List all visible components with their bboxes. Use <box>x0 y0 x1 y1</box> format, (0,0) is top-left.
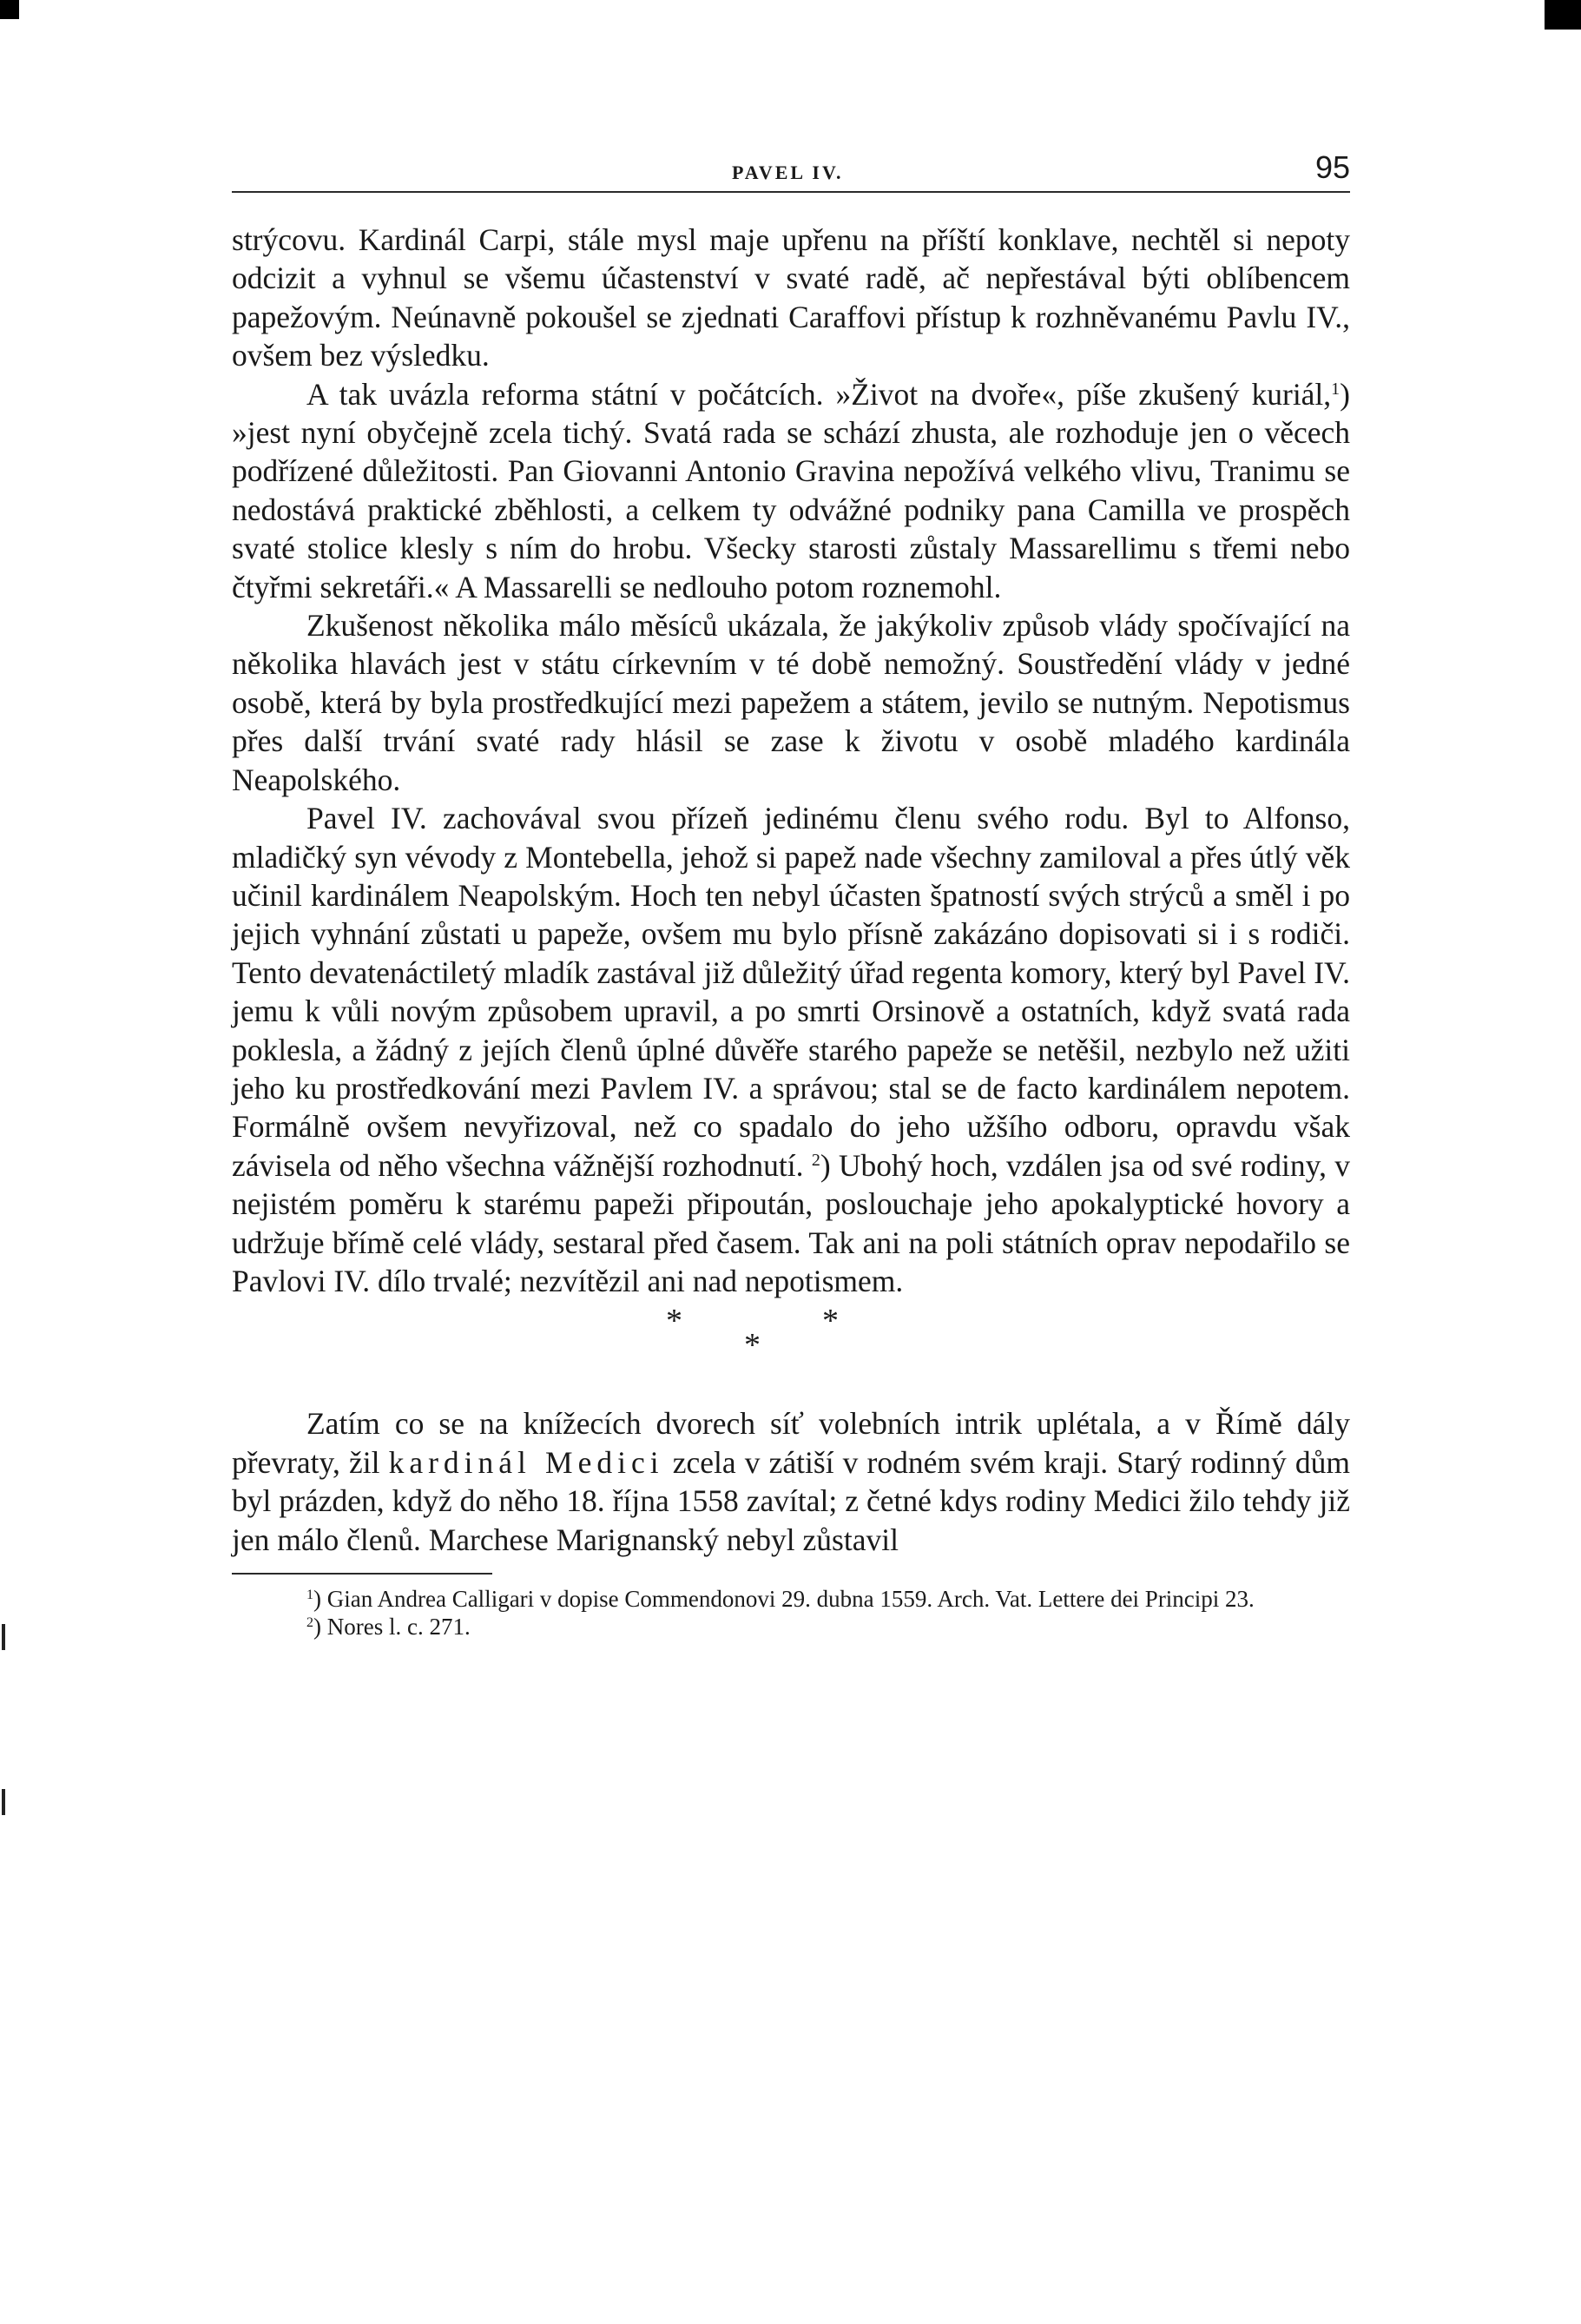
section-gap <box>232 1364 1350 1404</box>
footnote-marker: 2 <box>306 1615 313 1630</box>
paragraph-text: Zkušenost několika málo měsíců ukázala, že jakýkoliv způsob vlády spočívající na několika hlavách jest v státu církevním v té době nemožný. Soustředění vlády v jedné osobě, která by byla prostředkující mezi papežem a státem, jevilo se nutným. Nepotismus přes další trvání svaté rady hlásil se zase k životu v osobě mladého kardinála Neapolského. <box>232 608 1350 797</box>
paragraph <box>232 606 1350 799</box>
page-number: 95 <box>1314 149 1350 185</box>
footnote-marker: 1 <box>306 1588 313 1602</box>
book-page <box>232 148 1350 1641</box>
paragraph <box>232 1404 1350 1559</box>
running-head: PAVEL IV. <box>732 162 844 183</box>
page-header <box>232 148 1350 193</box>
main-text <box>232 221 1350 1559</box>
asterisk: * <box>666 1303 682 1340</box>
paragraph-text: ) Ubohý hoch, vzdálen jsa od své rodiny, v nejistém poměru k starému papeži připoután, poslouchaje jeho apokalyptické hovory a udržuje břímě celé vlády, sestaral před časem. Tak ani na poli státních oprav nepodařilo se Pavlovi IV. dílo trvalé; nezvítězil ani nad nepotismem. <box>232 1147 1351 1298</box>
footnote-reference: 1 <box>1331 379 1341 399</box>
paragraph-text: Pavel IV. zachovával svou přízeň jedinému členu svého rodu. Byl to Alfonso, mladičký syn vévody z Montebella, jehož si papež nade všechny zamiloval a přes útlý věk učinil kardinálem Neapolským. Hoch ten nebyl účasten špatností svých strýců a směl i po jejich vyhnání zůstati u papeže, ovšem mu bylo přísně zakázáno dopisovati si i s rodiči. Tento devatenáctiletý mladík zastával již důležitý úřad regenta komory, který byl Pavel IV. jemu k vůli novým způsobem upravil, a po smrti Orsinově a ostatních, když svatá rada poklesla, a žádný z jejích členů úplné důvěře starého papeže se netěšil, nezbylo než užiti jeho ku prostředkování mezi Pavlem IV. a správou; stal se de facto kardinálem nepotem. Formálně ovšem nevyřizoval, než co spadalo do jeho užšího odboru, opravdu však závisela od něho všechna vážnější rozhodnutí. <box>232 801 1350 1183</box>
footnote-text: ) Gian Andrea Calligari v dopise Commendonovi 29. dubna 1559. Arch. Vat. Lettere dei Principi 23. <box>313 1586 1255 1612</box>
paragraph-text: strýcovu. Kardinál Carpi, stále mysl maje upřenu na příští konklave, nechtěl si nepoty odcizit a vyhnul se všemu účastenství v svaté radě, ač nepřestával býti oblíbencem papežovým. Neúnavně pokoušel se zjednati Caraffovi přístup k rozhněvanému Pavlu IV., ovšem bez výsledku. <box>232 222 1350 373</box>
paragraph-text: zcela v zátiší v rodném svém kraji. Starý rodinný dům byl prázden, když do něho 18. října 1558 zavítal; z četné kdys rodiny Medici žilo tehdy již jen málo členů. Marchese Marignanský nebyl zůstavil <box>232 1444 1350 1557</box>
footnote <box>232 1613 1350 1641</box>
asterisk: * <box>744 1327 761 1364</box>
paragraph-text: Zatím co se na knížecích dvorech síť volebních intrik uplétala, a v Římě dály převraty, žil <box>232 1406 1350 1480</box>
paragraph-text: ) »jest nyní obyčejně zcela tichý. Svatá rada se schází zhusta, ale rozhoduje jen o věcech podřízené důležitosti. Pan Giovanni Antonio Gravina nepožívá velkého vlivu, Tranimu se nedostává praktické zběhlosti, a celkem ty odvážné podniky pana Camilla ve prospěch svaté stolice klesly s ním do hrobu. Všecky starosti zůstaly Massarellimu s třemi nebo čtyřmi sekretáři.« A Massarelli se nedlouho potom roznemohl. <box>232 376 1350 604</box>
scan-edge-mark <box>2 1624 5 1650</box>
scan-edge-mark <box>2 1789 5 1815</box>
footnote <box>232 1585 1350 1613</box>
paragraph-text: A tak uvázla reforma státní v počátcích. »Život na dvoře«, píše zkušený kuriál, <box>306 376 1332 412</box>
footnote-text: ) Nores l. c. 271. <box>313 1614 471 1640</box>
paragraph <box>232 799 1350 1300</box>
paragraph <box>232 375 1350 606</box>
footnote-reference: 2 <box>811 1150 820 1170</box>
scan-corner-mark <box>0 0 19 19</box>
footnote-divider <box>232 1573 492 1575</box>
scan-corner-mark <box>1545 0 1581 30</box>
asterisk: * <box>822 1303 839 1340</box>
emphasized-name: kardinál Medici <box>388 1444 664 1480</box>
footnotes <box>232 1585 1350 1641</box>
section-break-asterism <box>232 1302 1350 1364</box>
paragraph <box>232 221 1350 375</box>
